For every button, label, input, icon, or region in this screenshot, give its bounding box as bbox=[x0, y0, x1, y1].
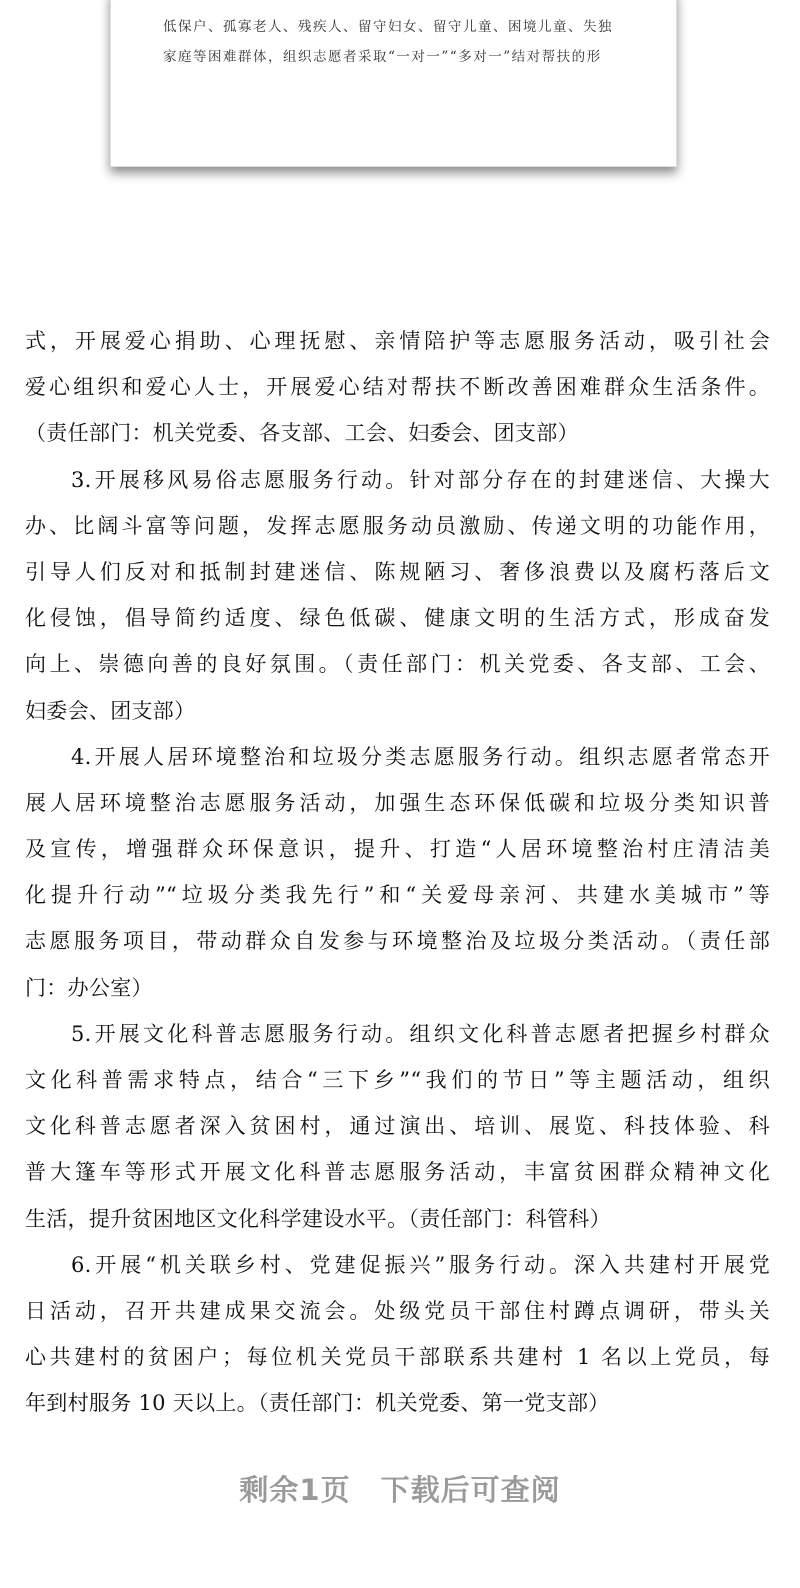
paragraph-line: 日活动，召开共建成果交流会。处级党员干部住村蹲点调研，带头关 bbox=[25, 1298, 770, 1323]
paragraph-line: 化侵蚀，倡导简约适度、绿色低碳、健康文明的生活方式，形成奋发 bbox=[25, 606, 770, 631]
paragraph-line: 化提升行动”“垃圾分类我先行”和“关爱母亲河、共建水美城市”等 bbox=[25, 883, 770, 908]
paragraph-line: 4.开展人居环境整治和垃圾分类志愿服务行动。组织志愿者常态开 bbox=[71, 744, 770, 769]
paragraph-line: 5.开展文化科普志愿服务行动。组织文化科普志愿者把握乡村群众 bbox=[71, 1021, 770, 1046]
paragraph-line: 生活，提升贫困地区文化科学建设水平。（责任部门：科管科） bbox=[25, 1206, 611, 1231]
preview-line: 家庭等困难群体，组织志愿者采取“一对一”“多对一”结对帮扶的形 bbox=[163, 49, 602, 65]
paragraph-line: 志愿服务项目，带动群众自发参与环境整治及垃圾分类活动。（责任部 bbox=[25, 929, 770, 954]
paragraph-line: 心共建村的贫困户；每位机关党员干部联系共建村 1 名以上党员，每 bbox=[25, 1345, 770, 1370]
paragraph-line: 及宣传，增强群众环保意识，提升、打造“人居环境整治村庄清洁美 bbox=[25, 837, 770, 862]
paragraph-line: 文化科普需求特点，结合“三下乡”“我们的节日”等主题活动，组织 bbox=[25, 1068, 770, 1092]
paragraph-line: 办、比阔斗富等问题，发挥志愿服务动员激励、传递文明的功能作用， bbox=[25, 513, 770, 538]
remaining-pages-notice[interactable]: 剩余1页 下载后可查阅 bbox=[239, 1473, 561, 1507]
paragraph-line: 展人居环境整治志愿服务活动，加强生态环保低碳和垃圾分类知识普 bbox=[25, 790, 770, 815]
paragraph-line: 爱心组织和爱心人士，开展爱心结对帮扶不断改善困难群众生活条件。 bbox=[25, 375, 770, 400]
paragraph-line: 妇委会、团支部） bbox=[25, 698, 196, 723]
paragraph-line: 门：办公室） bbox=[25, 975, 153, 1000]
paragraph-line: 普大篷车等形式开展文化科普志愿服务活动，丰富贫困群众精神文化 bbox=[25, 1160, 770, 1185]
paragraph-line: 式，开展爱心捐助、心理抚慰、亲情陪护等志愿服务活动，吸引社会 bbox=[25, 329, 770, 353]
preview-line: 低保户、孤寡老人、残疾人、留守妇女、留守儿童、困境儿童、失独 bbox=[163, 19, 613, 35]
paragraph-line: 引导人们反对和抵制封建迷信、陈规陋习、奢侈浪费以及腐朽落后文 bbox=[25, 559, 770, 584]
paragraph-line: 年到村服务 10 天以上。（责任部门：机关党委、第一党支部） bbox=[25, 1391, 610, 1416]
paragraph-line: 向上、崇德向善的良好氛围。（责任部门：机关党委、各支部、工会、 bbox=[25, 652, 770, 677]
paragraph-line: 文化科普志愿者深入贫困村，通过演出、培训、展览、科技体验、科 bbox=[25, 1114, 770, 1139]
document-body bbox=[25, 322, 770, 1431]
paragraph-line: 3.开展移风易俗志愿服务行动。针对部分存在的封建迷信、大操大 bbox=[71, 467, 770, 492]
paragraph-line: （责任部门：机关党委、各支部、工会、妇委会、团支部） bbox=[25, 421, 579, 446]
page-preview-card bbox=[110, 0, 677, 167]
paragraph-line: 6.开展“机关联乡村、党建促振兴”服务行动。深入共建村开展党 bbox=[71, 1252, 770, 1277]
